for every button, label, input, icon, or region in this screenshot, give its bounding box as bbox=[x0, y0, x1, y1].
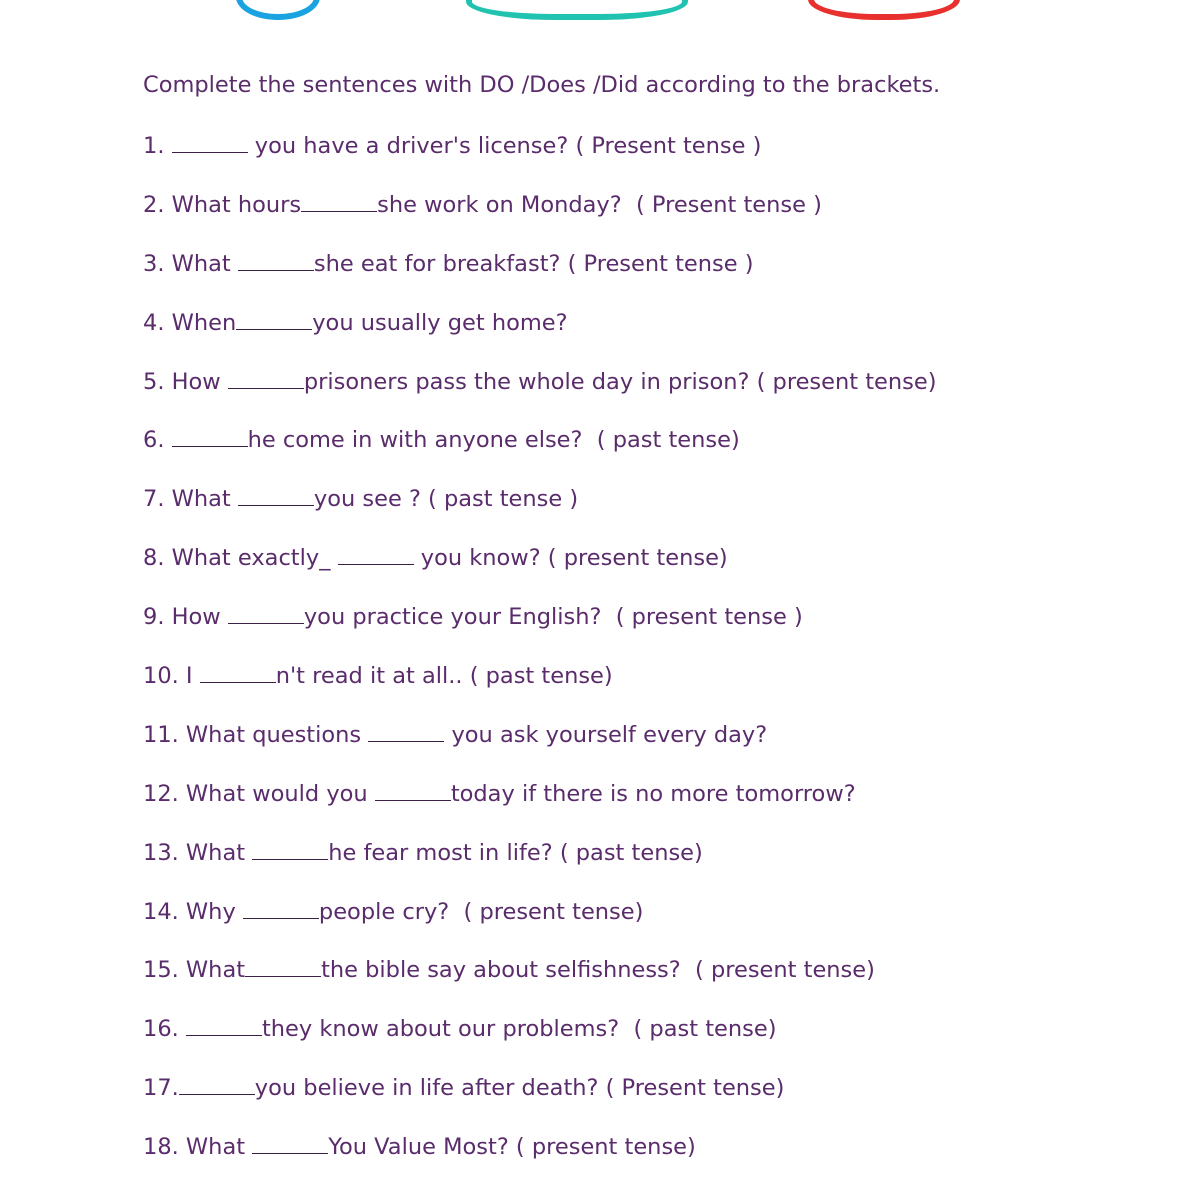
question-suffix: you practice your English? ( present tense ) bbox=[303, 604, 803, 631]
question-item bbox=[143, 779, 937, 838]
question-item bbox=[143, 425, 937, 484]
question-prefix: 5. How bbox=[143, 368, 228, 395]
answer-blank[interactable] bbox=[252, 1135, 328, 1154]
question-prefix: 1. bbox=[143, 133, 172, 159]
title-letter-fragment-teal bbox=[466, 0, 688, 20]
question-suffix: you usually get home? bbox=[312, 309, 568, 336]
answer-blank[interactable] bbox=[186, 1017, 262, 1036]
question-prefix: 18. What bbox=[143, 1134, 253, 1161]
answer-blank[interactable] bbox=[252, 841, 328, 860]
question-prefix: 10. I bbox=[143, 663, 200, 690]
answer-blank[interactable] bbox=[236, 311, 312, 330]
answer-blank[interactable] bbox=[228, 370, 304, 389]
question-prefix: 13. What bbox=[143, 839, 253, 866]
question-prefix: 17. bbox=[143, 1075, 179, 1102]
answer-blank[interactable] bbox=[368, 723, 444, 742]
answer-blank[interactable] bbox=[301, 193, 377, 212]
question-item bbox=[143, 190, 937, 249]
question-suffix: people cry? ( present tense) bbox=[318, 898, 644, 925]
question-item bbox=[143, 484, 937, 543]
answer-blank[interactable] bbox=[243, 900, 319, 919]
answer-blank[interactable] bbox=[375, 782, 451, 801]
question-item bbox=[143, 955, 937, 1014]
question-suffix: you believe in life after death? ( Present tense) bbox=[254, 1075, 785, 1102]
question-prefix: 2. What hours bbox=[143, 191, 302, 218]
question-suffix: prisoners pass the whole day in prison? ( present tense) bbox=[303, 368, 937, 395]
answer-blank[interactable] bbox=[228, 605, 304, 624]
question-suffix: n't read it at all.. ( past tense) bbox=[275, 663, 613, 690]
title-letter-fragment-blue bbox=[236, 0, 320, 20]
question-item bbox=[143, 1132, 937, 1191]
question-item bbox=[143, 1014, 937, 1073]
question-prefix: 8. What exactly_ bbox=[143, 545, 338, 572]
answer-blank[interactable] bbox=[200, 664, 276, 683]
answer-blank[interactable] bbox=[172, 428, 248, 447]
answer-blank[interactable] bbox=[238, 252, 314, 271]
question-prefix: 11. What questions bbox=[143, 721, 369, 748]
question-list bbox=[143, 131, 937, 1191]
question-prefix: 7. What bbox=[143, 486, 238, 513]
question-prefix: 3. What bbox=[143, 250, 238, 277]
answer-blank[interactable] bbox=[238, 487, 314, 506]
question-suffix: today if there is no more tomorrow? bbox=[450, 780, 856, 807]
question-prefix: 6. bbox=[143, 427, 172, 454]
answer-blank[interactable] bbox=[179, 1076, 255, 1095]
question-suffix: you know? ( present tense) bbox=[413, 545, 728, 572]
question-prefix: 9. How bbox=[143, 604, 228, 631]
answer-blank[interactable] bbox=[245, 958, 321, 977]
question-item bbox=[143, 897, 937, 956]
question-item bbox=[143, 661, 937, 720]
question-prefix: 14. Why bbox=[143, 898, 243, 925]
question-item bbox=[143, 308, 937, 367]
answer-blank[interactable] bbox=[338, 546, 414, 565]
question-suffix: they know about our problems? ( past tense) bbox=[261, 1016, 777, 1043]
question-item bbox=[143, 720, 937, 779]
question-prefix: 16. bbox=[143, 1016, 186, 1043]
question-item bbox=[143, 1073, 937, 1132]
answer-blank[interactable] bbox=[172, 134, 248, 153]
question-suffix: he fear most in life? ( past tense) bbox=[328, 839, 703, 866]
question-suffix: you see ? ( past tense ) bbox=[313, 486, 579, 513]
question-suffix: You Value Most? ( present tense) bbox=[328, 1134, 696, 1161]
title-letter-fragment-red bbox=[808, 0, 960, 20]
question-item bbox=[143, 602, 937, 661]
question-item bbox=[143, 367, 937, 426]
question-suffix: you ask yourself every day? bbox=[444, 721, 768, 748]
question-suffix: you have a driver's license? ( Present tense ) bbox=[247, 133, 762, 159]
question-suffix: she eat for breakfast? ( Present tense ) bbox=[313, 250, 754, 277]
question-prefix: 15. What bbox=[143, 957, 246, 984]
question-prefix: 4. When bbox=[143, 309, 237, 336]
worksheet-instructions: Complete the sentences with DO /Does /Did according to the brackets. bbox=[143, 72, 941, 98]
question-prefix: 12. What would you bbox=[143, 780, 375, 807]
question-suffix: he come in with anyone else? ( past tense) bbox=[247, 427, 740, 454]
question-item bbox=[143, 838, 937, 897]
question-suffix: she work on Monday? ( Present tense ) bbox=[377, 191, 822, 218]
question-item bbox=[143, 249, 937, 308]
question-item bbox=[143, 131, 937, 190]
question-item bbox=[143, 543, 937, 602]
question-suffix: the bible say about selfishness? ( present tense) bbox=[321, 957, 875, 984]
